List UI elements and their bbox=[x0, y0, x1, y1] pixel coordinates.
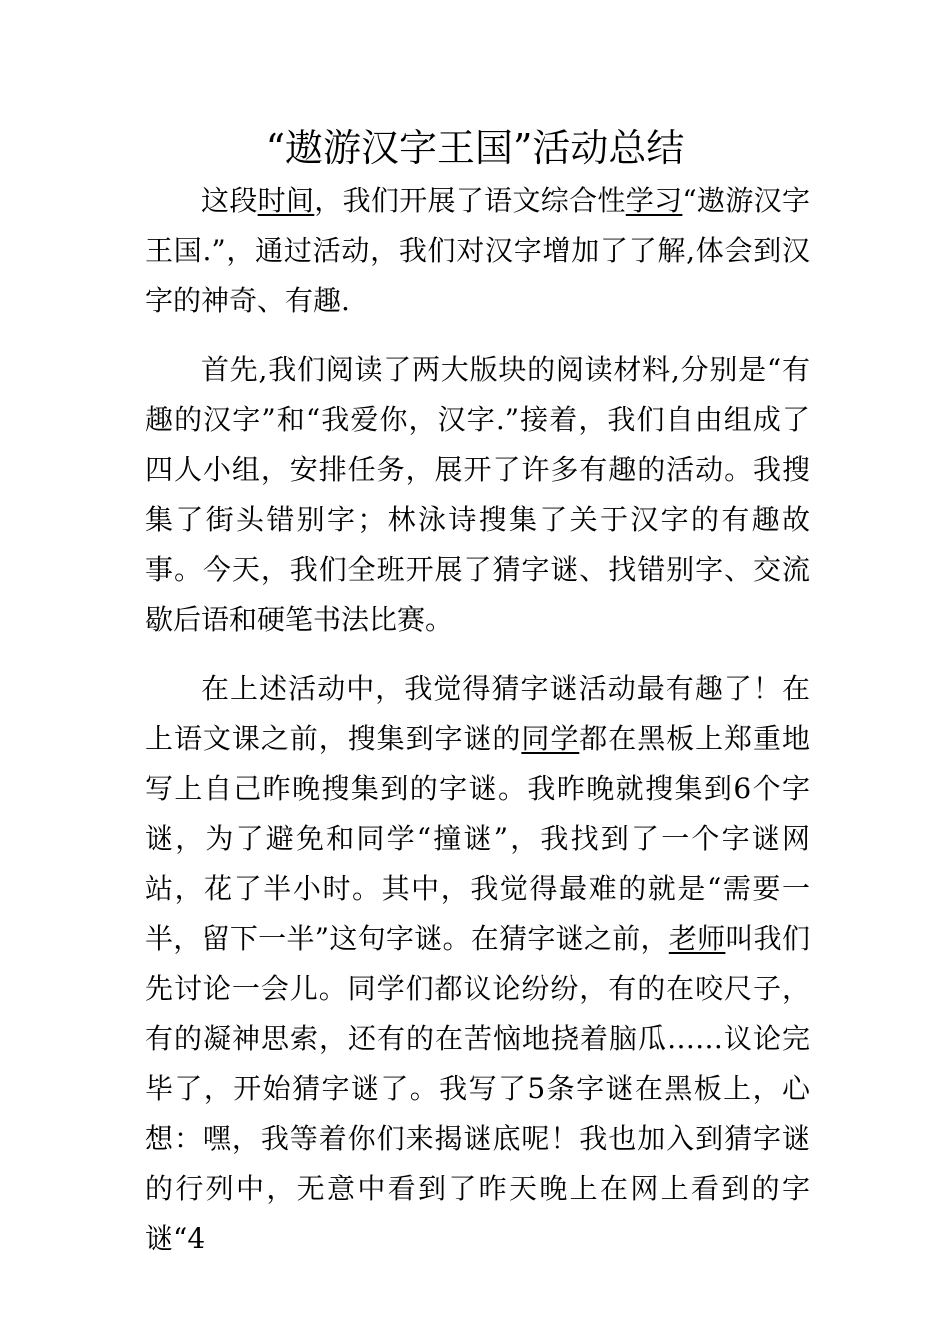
document-body bbox=[145, 176, 810, 1264]
text-segment: “遨游汉字王国.”，通过活动，我们对汉字增加了了解,体会到汉字的神奇、有趣. bbox=[145, 184, 810, 317]
document-title: “遨游汉字王国”活动总结 bbox=[265, 126, 685, 170]
text-segment: 这段 bbox=[201, 184, 258, 217]
paragraph-2 bbox=[145, 345, 810, 645]
underlined-link-word[interactable]: 老师 bbox=[668, 922, 726, 955]
underlined-link-word[interactable]: 学习 bbox=[625, 184, 683, 217]
text-segment: ，我们开展了语文综合性 bbox=[314, 184, 626, 217]
text-segment: 叫我们先讨论一会儿。同学们都议论纷纷，有的在咬尺子，有的凝神思索，还有的在苦恼地挠着脑瓜……议论完毕了，开始猜字谜了。我写了5条字谜在黑板上，心想：嘿，我等着你们来揭谜底呢！我也加入到猜字谜的行列中，无意中看到了昨天晚上在网上看到的字谜“4 bbox=[145, 922, 810, 1255]
text-segment: 在上述活动中，我觉得猜字谜活动最有趣了！在上语文课之前，搜集到字谜的 bbox=[145, 672, 810, 755]
underlined-link-word[interactable]: 同学 bbox=[521, 722, 580, 755]
paragraph-1 bbox=[145, 176, 810, 326]
text-segment: 首先,我们阅读了两大版块的阅读材料,分别是“有趣的汉字”和“我爱你，汉字.”接着，我们自由组成了四人小组，安排任务，展开了许多有趣的活动。我搜集了街头错别字；林泳诗搜集了关于汉字的有趣故事。今天，我们全班开展了猜字谜、找错别字、交流歇后语和硬笔书法比赛。 bbox=[145, 353, 810, 636]
text-segment: 都在黑板上郑重地写上自己昨晚搜集到的字谜。我昨晚就搜集到6个字谜，为了避免和同学“撞谜”，我找到了一个字谜网站，花了半小时。其中，我觉得最难的就是“需要一半，留下一半”这句字谜。在猜字谜之前， bbox=[145, 722, 810, 955]
paragraph-3 bbox=[145, 664, 810, 1264]
underlined-link-word[interactable]: 时间 bbox=[257, 184, 315, 217]
